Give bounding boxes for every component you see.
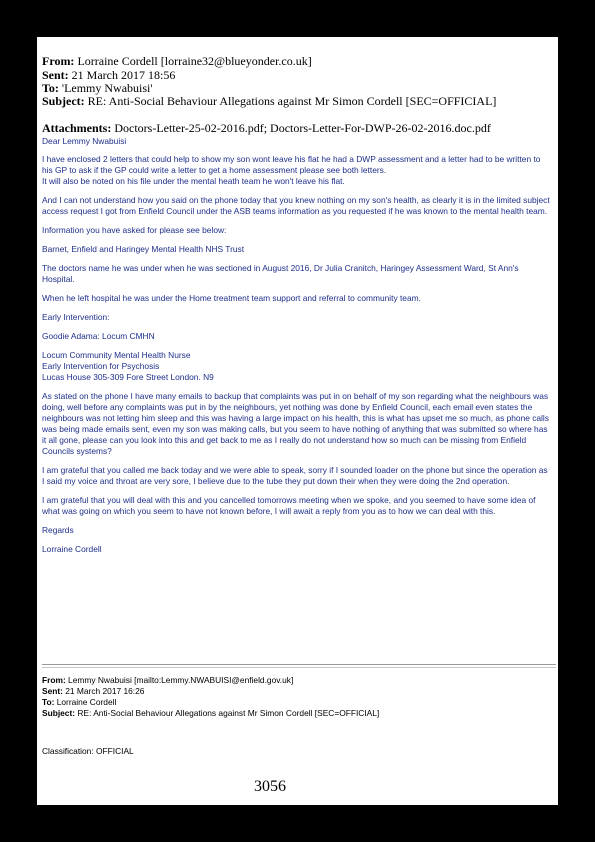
document-page bbox=[37, 37, 558, 805]
forwarded-sent: Sent: 21 March 2017 16:26 bbox=[42, 686, 145, 696]
signature: Lorraine Cordell bbox=[42, 544, 102, 554]
paragraph: Locum Community Mental Health Nurse bbox=[42, 350, 191, 360]
paragraph: Barnet, Enfield and Haringey Mental Health NHS Trust bbox=[42, 244, 245, 254]
classification-label: Classification: OFFICIAL bbox=[42, 746, 134, 756]
header-to: To: 'Lemmy Nwabuisi' bbox=[42, 81, 153, 95]
paragraph: Information you have asked for please see below: bbox=[42, 225, 227, 235]
greeting: Dear Lemmy Nwabuisi bbox=[42, 136, 127, 146]
divider bbox=[42, 664, 556, 665]
header-attachments: Attachments: Doctors-Letter-25-02-2016.pdf; Doctors-Letter-For-DWP-26-02-2016.doc.pdf bbox=[42, 121, 491, 135]
email-body bbox=[42, 136, 552, 555]
paragraph: Lucas House 305-309 Fore Street London. N9 bbox=[42, 372, 214, 382]
forwarded-from: From: Lemmy Nwabuisi [mailto:Lemmy.NWABUISI@enfield.gov.uk] bbox=[42, 675, 294, 685]
paragraph: I am grateful that you called me back today and we were able to speak, sorry if I sounded loader on the phone but since the operation as I said my voice and throat are very sore, I believe due to the tube they put down their when they were doing the 2nd operation. bbox=[42, 465, 548, 486]
paragraph: Goodie Adama: Locum CMHN bbox=[42, 331, 155, 341]
paragraph: Early Intervention for Psychosis bbox=[42, 361, 160, 371]
paragraph: The doctors name he was under when he was sectioned in August 2016, Dr Julia Cranitch, Haringey Assessment Ward, St Ann's Hospital. bbox=[42, 263, 519, 284]
forwarded-to: To: Lorraine Cordell bbox=[42, 697, 117, 707]
paragraph: And I can not understand how you said on the phone today that you knew nothing on my son's health, as clearly it is in the limited subject access request I got from Enfield Council under the ASB teams information as you requested if he was known to the mental health team. bbox=[42, 195, 550, 216]
paragraph: When he left hospital he was under the Home treatment team support and referral to community team. bbox=[42, 293, 421, 303]
header-sent: Sent: 21 March 2017 18:56 bbox=[42, 68, 176, 82]
paragraph: As stated on the phone I have many emails to backup that complaints was put in on behalf of my son regarding what the neighbours was doing, well before any complaints was put in by the neighbours, yet nothing was done by Enfield Council, each email even states the neighbours was not letting him sleep and this was having a large impact on his health, this is what has upset me so much, as phone calls was being made emails sent, even my son was making calls, but you seem to have nothing of anything that was submitted so where has it all gone, please can you look into this and get back to me as I really do not understand how so much can be missing from Enfield Councils systems? bbox=[42, 391, 549, 456]
page-number: 3056 bbox=[254, 778, 286, 795]
forwarded-subject: Subject: RE: Anti-Social Behaviour Allegations against Mr Simon Cordell [SEC=OFFICIAL] bbox=[42, 708, 380, 718]
paragraph: It will also be noted on his file under the mental heath team he won't leave his flat. bbox=[42, 176, 345, 186]
paragraph: Early Intervention: bbox=[42, 312, 110, 322]
paragraph: I am grateful that you will deal with this and you cancelled tomorrows meeting when we spoke, and you seemed to have some idea of what was going on which you seem to have not known before, I will await a reply from you as to how we can deal with this. bbox=[42, 495, 536, 516]
paragraph: Regards bbox=[42, 525, 74, 535]
paragraph: I have enclosed 2 letters that could help to show my son wont leave his flat he had a DWP assessment and a letter had to be written to his GP to ask if the GP could write a letter to get a home assessment please see both letters. bbox=[42, 154, 541, 175]
header-subject: Subject: RE: Anti-Social Behaviour Allegations against Mr Simon Cordell [SEC=OFFICIAL] bbox=[42, 94, 497, 108]
header-from: From: Lorraine Cordell [lorraine32@blueyonder.co.uk] bbox=[42, 54, 312, 68]
divider bbox=[42, 667, 556, 668]
